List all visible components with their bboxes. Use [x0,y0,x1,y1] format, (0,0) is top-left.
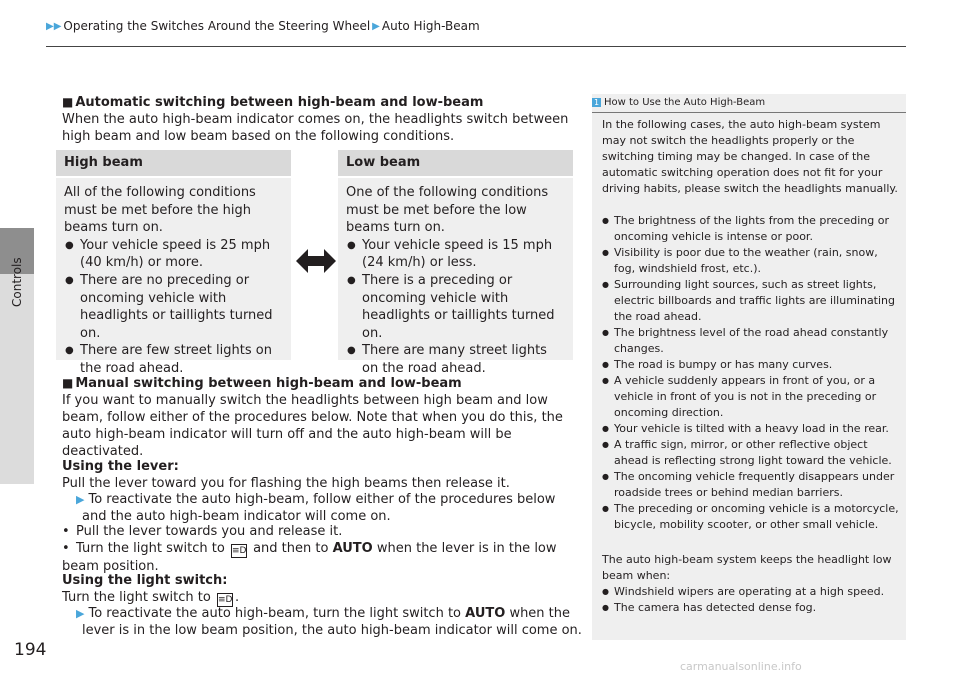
list-item: ● The camera has detected dense fog. [602,600,902,616]
header-divider [46,46,906,47]
arrow-icon: ▶ [76,607,85,620]
list-item: ● Your vehicle speed is 25 mph (40 km/h) or more. [64,237,283,272]
low-beam-box [338,178,573,376]
section-heading: ■ Manual switching between high-beam and low-beam [62,376,462,391]
section-intro: If you want to manually switch the headlights between high beam and low beam, follow either of the procedures below. Note that when you do this, the auto high-beam indicator will turn off and the auto high-beam will be deactivated. [62,393,563,459]
side-tab-label: Controls [10,257,24,308]
light-switch-reactivate: ▶ To reactivate the auto high-beam, turn the light switch to AUTO when the lever is in the low beam position, the auto high-beam indicator will come on. [76,606,582,638]
breadcrumb-item[interactable]: Operating the Switches Around the Steering Wheel [63,19,371,33]
breadcrumb-arrow-icon: ▶▶ [46,20,62,32]
watermark: carmanualsonline.info [680,660,802,673]
lever-bullet: • Pull the lever towards you and release it. [62,524,343,539]
lever-text: Pull the lever toward you for flashing the high beams then release it. [62,476,510,491]
high-beam-box [56,178,291,376]
list-item: ● The brightness of the lights from the preceding or oncoming vehicle is intense or poor. [602,213,902,245]
note-title: 1 How to Use the Auto High-Beam [593,97,766,108]
light-switch-heading: Using the light switch: [62,573,228,588]
list-item: ● There is a preceding or oncoming vehicle with headlights or taillights turned on. [346,272,565,342]
list-item: ● There are no preceding or oncoming vehicle with headlights or taillights turned on. [64,272,283,342]
note-intro: In the following cases, the auto high-beam system may not switch the headlights properly or the switching timing may be changed. In case of the automatic switching operation does not fit for your driving habits, please switch the headlights manually. [602,118,898,195]
note-outro: The auto high-beam system keeps the headlight low beam when: [602,553,892,582]
list-item: ● There are few street lights on the road ahead. [64,342,283,377]
list-item: ● The preceding or oncoming vehicle is a motorcycle, bicycle, mobility scooter, or other small vehicle. [602,501,902,533]
arrow-icon: ▶ [76,493,85,506]
list-item: ● The oncoming vehicle frequently disappears under roadside trees or behind median barriers. [602,469,902,501]
lever-bullet: • Turn the light switch to ≡D and then to AUTO when the lever is in the low beam position. [62,541,557,574]
square-bullet-icon: ■ [62,95,74,109]
list-item: ● Your vehicle is tilted with a heavy load in the rear. [602,421,902,437]
square-bullet-icon: ■ [62,376,74,390]
low-beam-title: Low beam [338,150,573,176]
low-beam-lead: One of the following conditions must be met before the low beams turn on. [346,185,549,236]
note-divider [592,112,906,113]
list-item: ● Visibility is poor due to the weather (rain, snow, fog, windshield frost, etc.). [602,245,902,277]
breadcrumb [46,19,480,33]
headlight-icon: ≡D [217,595,233,605]
breadcrumb-current: Auto High-Beam [381,19,480,33]
headlight-icon: ≡D [231,546,247,556]
section-intro: When the auto high-beam indicator comes on, the headlights switch between high beam and low beam based on the following conditions. [62,112,569,144]
list-item: ● A traffic sign, mirror, or other reflective object ahead is reflecting strong light toward the vehicle. [602,437,902,469]
double-arrow-icon [296,246,336,280]
lever-reactivate: ▶ To reactivate the auto high-beam, follow either of the procedures below and the auto high-beam indicator will come on. [76,492,556,524]
note-list [602,213,902,533]
list-item: ● Surrounding light sources, such as street lights, electric billboards and traffic lights are illuminating the road ahead. [602,277,902,325]
lever-heading: Using the lever: [62,459,179,474]
list-item: ● Windshield wipers are operating at a high speed. [602,584,902,600]
light-switch-text: Turn the light switch to ≡D . [62,590,240,605]
note-icon: 1 [593,98,600,107]
note-list [602,584,902,616]
breadcrumb-arrow-icon: ▶ [372,20,380,32]
high-beam-lead: All of the following conditions must be met before the high beams turn on. [64,185,256,236]
list-item: ● The brightness level of the road ahead constantly changes. [602,325,902,357]
high-beam-title: High beam [56,150,291,176]
list-item: ● There are many street lights on the road ahead. [346,342,565,377]
list-item: ● Your vehicle speed is 15 mph (24 km/h) or less. [346,237,565,272]
section-heading: ■ Automatic switching between high-beam and low-beam [62,95,484,110]
page-number: 194 [14,640,47,660]
list-item: ● A vehicle suddenly appears in front of you, or a vehicle in front of you is not in the preceding or oncoming direction. [602,373,902,421]
list-item: ● The road is bumpy or has many curves. [602,357,902,373]
